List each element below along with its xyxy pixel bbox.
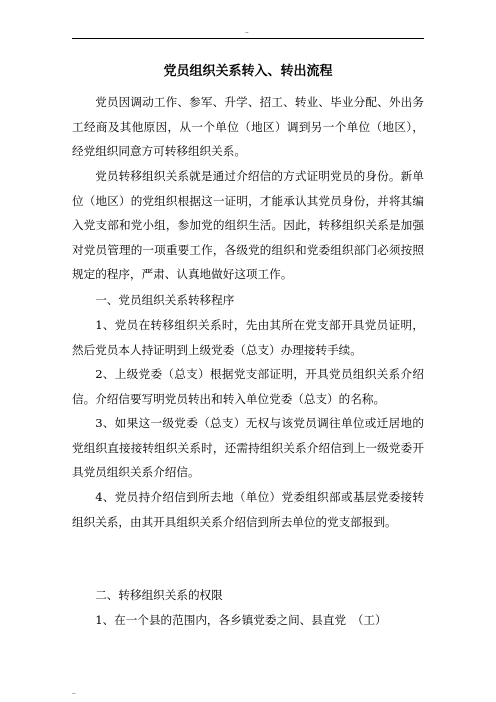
paragraph-2: 党员转移组织关系就是通过介绍信的方式证明党员的身份。新单位（地区）的党组织根据这一证明，才能承认其党员身份，并将其编入党支部和党小组，参加党的组织生活。因此，转移组织关系是加强对党员管理的一项重要工作，各级党的组织和党委组织部门必须按照规定的程序，严肃、认真地做好这项工作。 xyxy=(72,169,424,282)
footer-mark: .. xyxy=(72,689,76,696)
paragraph-7: 1、在一个县的范围内，各乡镇党委之间、县直党 （工） xyxy=(95,613,387,627)
paragraph-4: 2、上级党委（总支）根据党支部证明，开具党员组织关系介绍信。介绍信要写明党员转出和转入单位党委（总支）的名称。 xyxy=(72,367,424,406)
paragraph-1: 党员因调动工作、参军、升学、招工、转业、毕业分配、外出务工经商及其他原因，从一个单位（地区）调到另一个单位（地区），经党组织同意方可转移组织关系。 xyxy=(72,95,424,159)
document-title: 党员组织关系转入、转出流程 xyxy=(163,64,333,79)
paragraph-6: 4、党员持介绍信到所去地（单位）党委组织部或基层党委接转组织关系，由其开具组织关系介绍信到所去单位的党支部报到。 xyxy=(72,490,424,529)
header-rule xyxy=(72,38,424,39)
section-heading-1: 一、党员组织关系转移程序 xyxy=(95,293,235,307)
paragraph-3: 1、党员在转移组织关系时，先由其所在党支部开具党员证明，然后党员本人持证明到上级党委（总支）办理接转手续。 xyxy=(72,318,424,357)
header-mark: .. xyxy=(245,28,249,35)
section-heading-2: 二、转移组织关系的权限 xyxy=(95,588,223,602)
paragraph-5: 3、如果这一级党委（总支）无权与该党员调往单位或迁居地的党组织直接接转组织关系时，还需持组织关系介绍信到上一级党委开具党员组织关系介绍信。 xyxy=(72,416,424,480)
